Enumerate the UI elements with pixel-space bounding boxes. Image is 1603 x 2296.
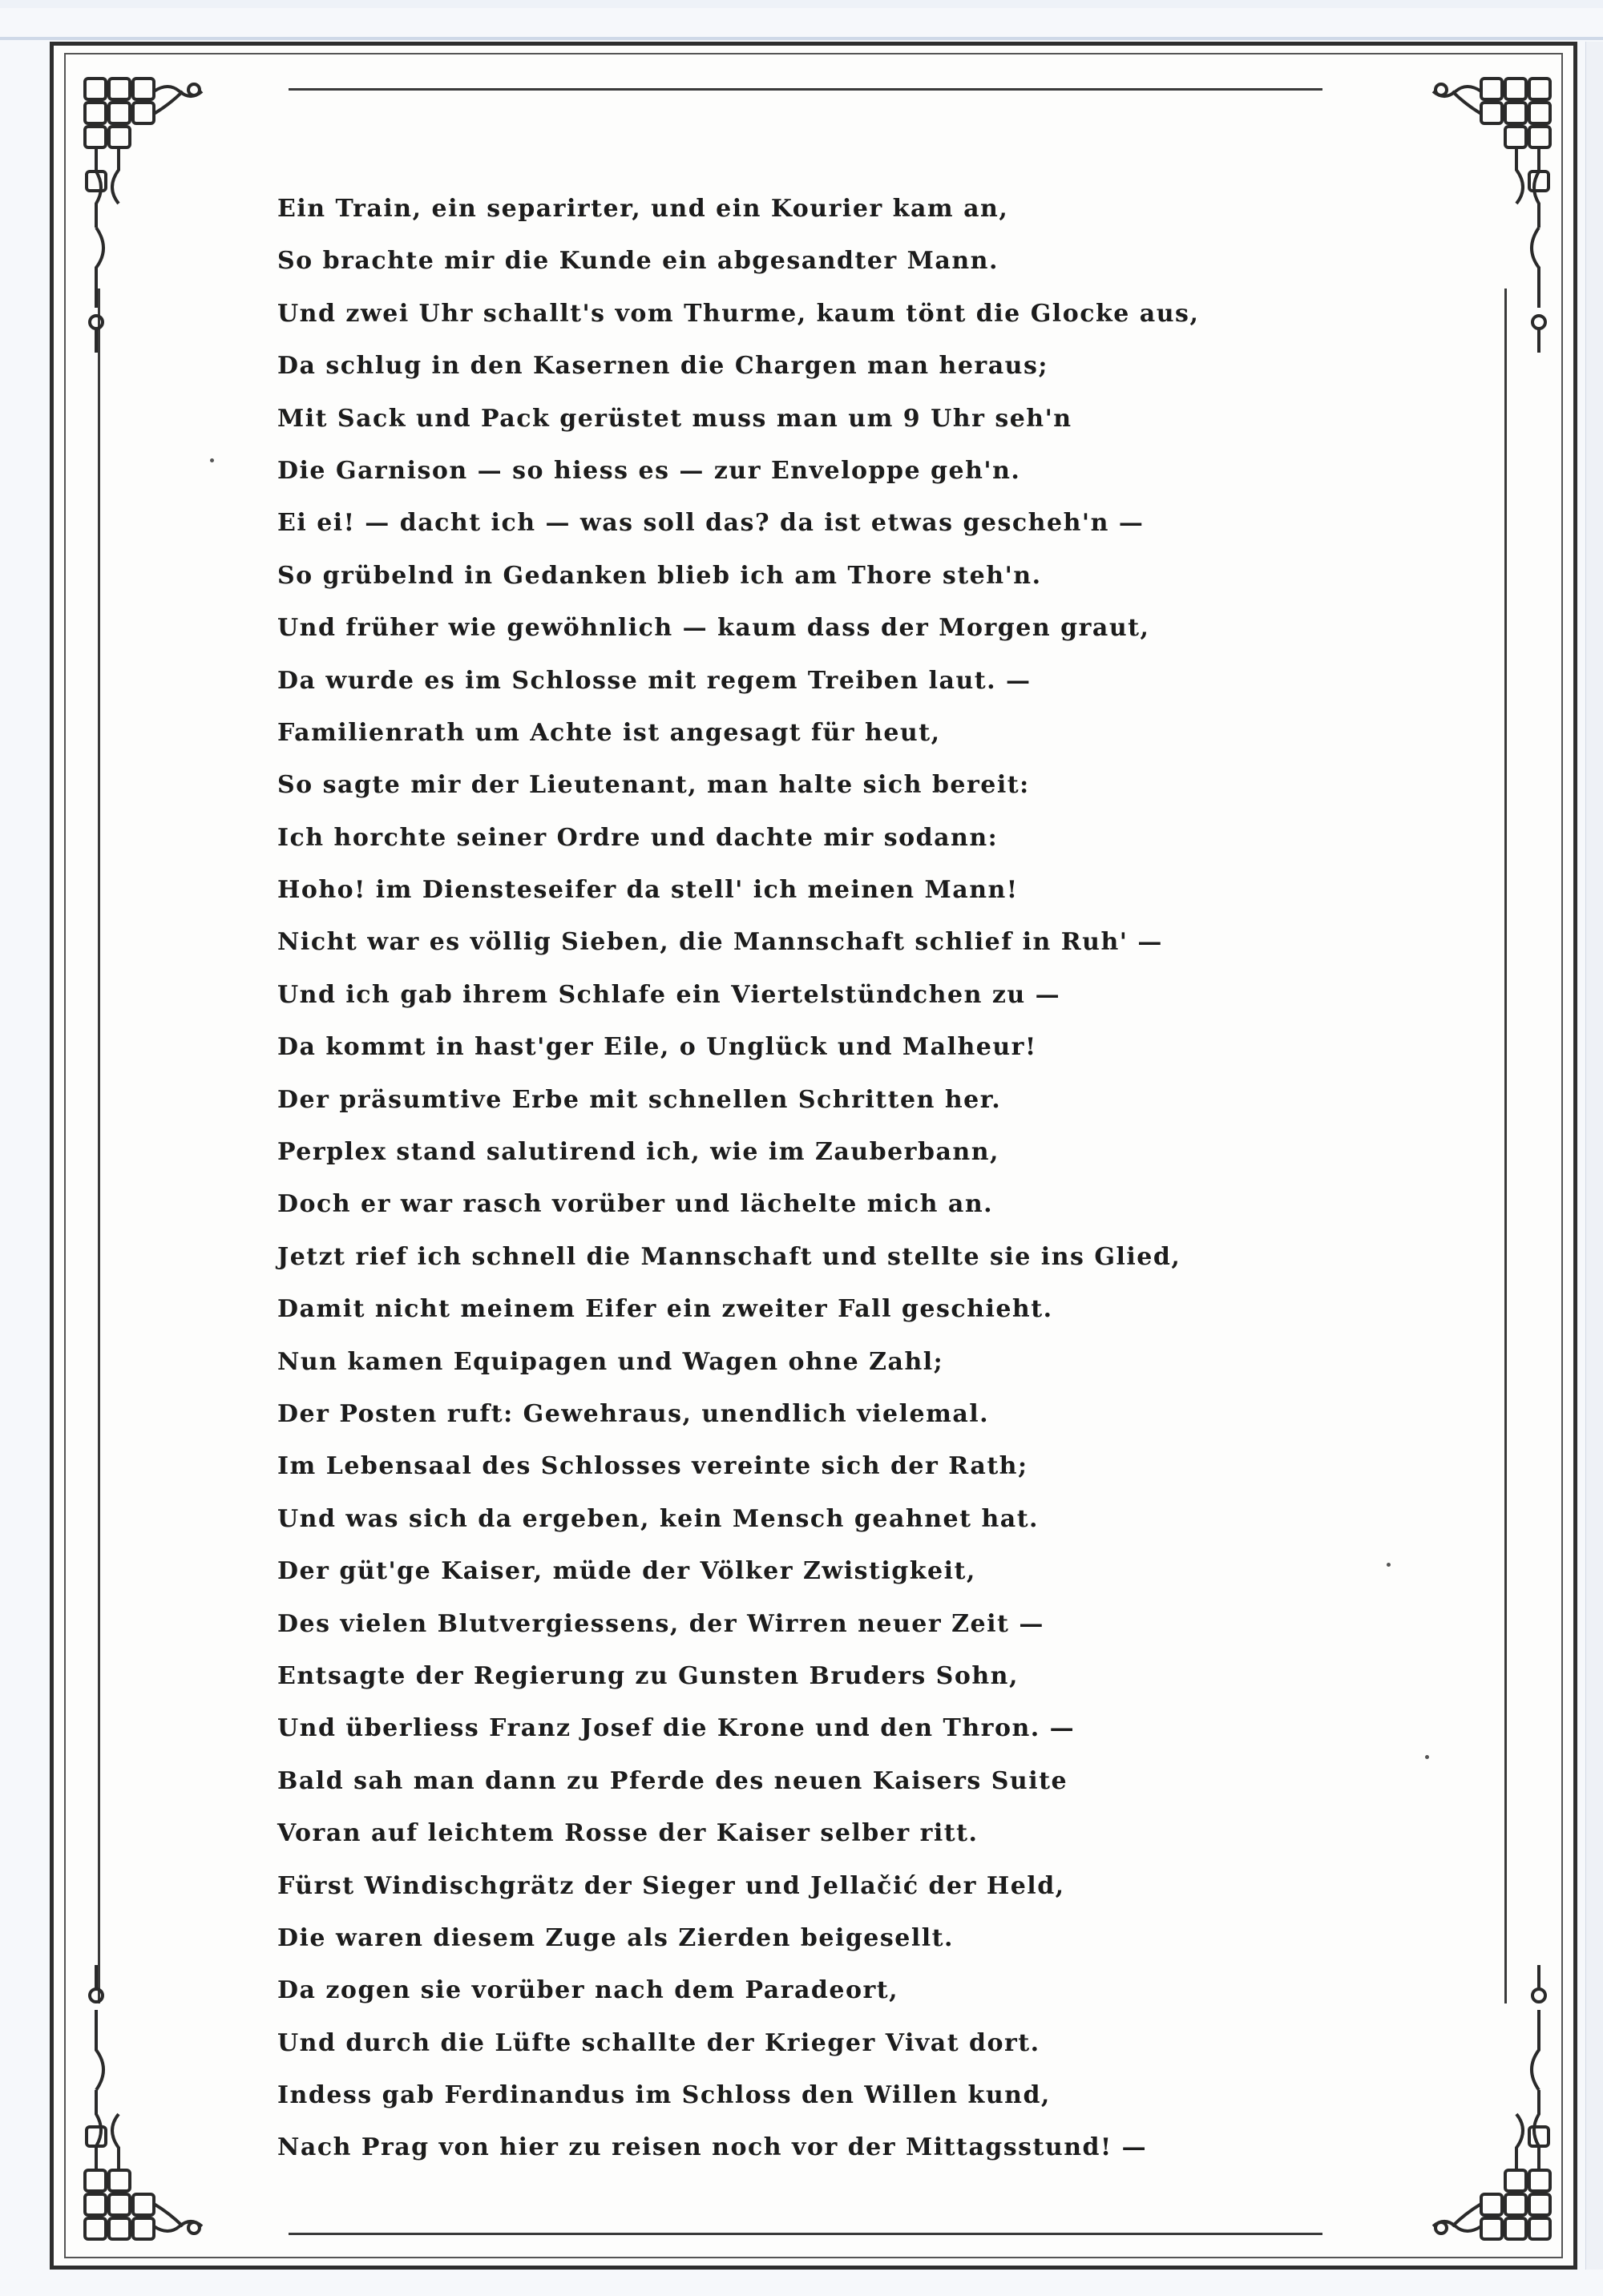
poem-line: Doch er war rasch vorüber und lächelte mich an. [277, 1190, 994, 1219]
poem-line: Da wurde es im Schlosse mit regem Treiben laut. — [277, 666, 1032, 695]
poem-line: Mit Sack und Pack gerüstet muss man um 9 Uhr seh'n [277, 404, 1072, 433]
poem-line: Der präsumtive Erbe mit schnellen Schritten her. [277, 1085, 1002, 1114]
viewer-scrollbar[interactable] [1585, 42, 1603, 2270]
poem-line: Und früher wie gewöhnlich — kaum dass der Morgen graut, [277, 614, 1150, 643]
poem-line: Der güt'ge Kaiser, müde der Völker Zwistigkeit, [277, 1557, 976, 1586]
poem-line: Da zogen sie vorüber nach dem Paradeort, [277, 1976, 899, 2005]
poem-line: Im Lebensaal des Schlosses vereinte sich der Rath; [277, 1452, 1028, 1481]
poem-line: Und zwei Uhr schallt's vom Thurme, kaum tönt die Glocke aus, [277, 299, 1200, 328]
poem-line: Die waren diesem Zuge als Zierden beigesellt. [277, 1923, 954, 1952]
print-speck [1387, 1563, 1391, 1567]
poem-line: Fürst Windischgrätz der Sieger und Jellačić der Held, [277, 1871, 1065, 1900]
ornament-rule-right [1504, 289, 1507, 2003]
print-speck [1425, 1755, 1429, 1759]
poem-line: So sagte mir der Lieutenant, man halte sich bereit: [277, 771, 1030, 800]
celtic-knot-corner-icon [1425, 67, 1561, 356]
poem-line: Die Garnison — so hiess es — zur Enveloppe geh'n. [277, 456, 1021, 485]
poem-line: Und durch die Lüfte schallte der Krieger Vivat dort. [277, 2028, 1040, 2057]
poem-line: Entsagte der Regierung zu Gunsten Bruders Sohn, [277, 1661, 1019, 1690]
poem-line: Ein Train, ein separirter, und ein Kourier kam an, [277, 195, 1009, 223]
poem-line: Indess gab Ferdinandus im Schloss den Willen kund, [277, 2081, 1051, 2110]
poem-line: Der Posten ruft: Gewehraus, unendlich vielemal. [277, 1399, 990, 1428]
print-speck [210, 458, 214, 462]
celtic-knot-corner-icon [1425, 1962, 1561, 2250]
poem-line: Und überliess Franz Josef die Krone und den Thron. — [277, 1714, 1076, 1743]
poem-line: Jetzt rief ich schnell die Mannschaft und stellte sie ins Glied, [277, 1242, 1181, 1271]
poem-line: Und ich gab ihrem Schlafe ein Viertelstündchen zu — [277, 980, 1061, 1009]
poem-line: Ich horchte seiner Ordre und dachte mir sodann: [277, 823, 999, 852]
poem-line: Familienrath um Achte ist angesagt für heut, [277, 718, 941, 747]
poem-line: Nicht war es völlig Sieben, die Mannschaft schlief in Ruh' — [277, 928, 1163, 957]
poem-line: So brachte mir die Kunde ein abgesandter Mann. [277, 247, 999, 276]
poem-line: Bald sah man dann zu Pferde des neuen Kaisers Suite [277, 1766, 1068, 1795]
poem-line: Perplex stand salutirend ich, wie im Zauberbann, [277, 1138, 999, 1167]
poem-line: Voran auf leichtem Rosse der Kaiser selber ritt. [277, 1819, 979, 1848]
viewer-top-border [0, 37, 1603, 40]
poem-line: Da kommt in hast'ger Eile, o Unglück und Malheur! [277, 1033, 1037, 1062]
poem-line: Nun kamen Equipagen und Wagen ohne Zahl; [277, 1347, 944, 1376]
poem-line: Des vielen Blutvergiessens, der Wirren neuer Zeit — [277, 1609, 1044, 1638]
poem-line: Nach Prag von hier zu reisen noch vor der Mittagsstund! — [277, 2133, 1148, 2162]
poem-line: So grübelnd in Gedanken blieb ich am Thore steh'n. [277, 561, 1042, 590]
poem-line: Damit nicht meinem Eifer ein zweiter Fall geschieht. [277, 1295, 1053, 1324]
ornament-rule-left [98, 289, 100, 2003]
celtic-knot-corner-icon [74, 1962, 210, 2250]
poem-line: Da schlug in den Kasernen die Chargen man heraus; [277, 352, 1048, 381]
ornament-rule-bottom [289, 2233, 1322, 2235]
poem-line: Ei ei! — dacht ich — was soll das? da ist etwas gescheh'n — [277, 509, 1145, 538]
poem-line: Und was sich da ergeben, kein Mensch geahnet hat. [277, 1504, 1039, 1533]
poem-text [277, 183, 1415, 2174]
celtic-knot-corner-icon [74, 67, 210, 356]
viewer-top-bar [0, 0, 1603, 8]
poem-line: Hoho! im Diensteseifer da stell' ich meinen Mann! [277, 876, 1019, 905]
ornament-rule-top [289, 88, 1322, 91]
